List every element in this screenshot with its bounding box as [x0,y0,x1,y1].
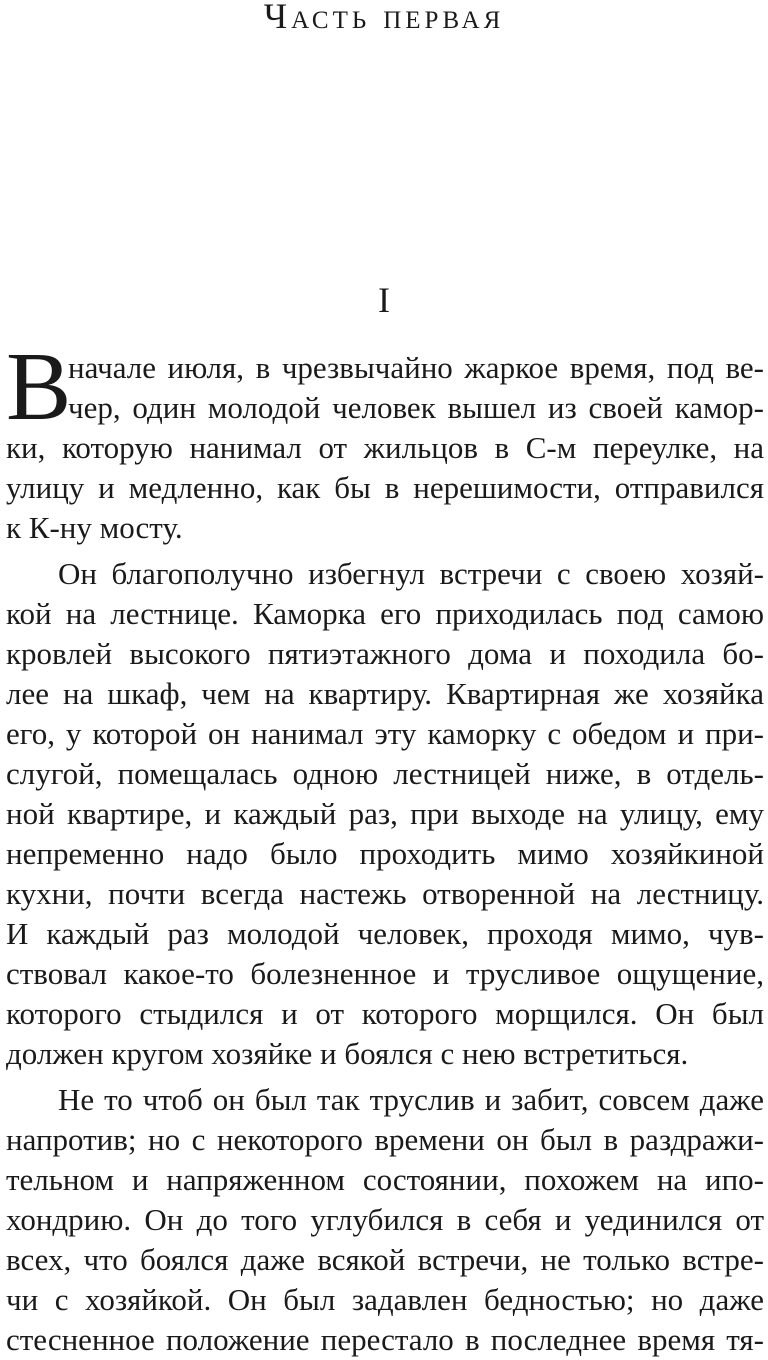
text-line: чи с хозяйкой. Он был задавлен бедностью; но даже [6,1282,764,1317]
text-line: начале июля, в чрезвычайно жаркое время, под ве- [68,350,764,385]
text-line: Не то чтоб он был так труслив и забит, совсем даже [58,1082,764,1117]
text-line: кухни, почти всегда настежь отворенной на лестницу. [6,876,764,911]
text-line: которого стыдился и от которого морщился. Он был [6,996,764,1031]
text-line: ки, которую нанимал от жильцов в С-м переулке, на [6,430,764,465]
text-line: Он благополучно избегнул встречи с своею хозяй- [58,556,764,591]
text-line: его, у которой он нанимал эту каморку с обедом и при- [6,716,764,751]
text-line: чер, один молодой человек вышел из своей камор- [68,390,764,425]
text-line: напротив; но с некоторого времени он был в раздражи- [6,1122,764,1157]
part-title: Часть первая [263,0,505,36]
text-line: кровлей высокого пятиэтажного дома и походила бо- [6,636,764,671]
chapter-number: I [378,280,390,320]
text-line: кой на лестнице. Каморка его приходилась под самою [6,596,764,631]
text-line: улицу и медленно, как бы в нерешимости, отправился [6,470,764,505]
text-line: к К-ну мосту. [6,510,183,545]
text-line: ствовал какое-то болезненное и трусливое ощущение, [6,956,764,991]
text-line: хондрию. Он до того углубился в себя и уединился от [6,1202,764,1237]
text-line: лее на шкаф, чем на квартиру. Квартирная же хозяйка [6,676,764,711]
text-line: ной квартире, и каждый раз, при выходе на улицу, ему [6,796,764,831]
text-line: тельном и напряженном состоянии, похожем на ипо- [6,1162,764,1197]
text-line: всех, что боялся даже всякой встречи, не только встре- [6,1242,764,1277]
drop-cap: В [6,333,72,441]
body-text [6,333,764,1360]
text-line: должен кругом хозяйке и боялся с нею встретиться. [6,1036,689,1071]
paragraph-3 [6,1080,764,1360]
paragraph-2 [6,554,764,1074]
text-line: стесненное положение перестало в последнее время тя- [6,1322,764,1357]
paragraph-1 [6,333,764,548]
text-line: И каждый раз молодой человек, проходя мимо, чув- [6,916,764,951]
text-line: слугой, помещалась одною лестницей ниже, в отдель- [6,756,764,791]
text-line: непременно надо было проходить мимо хозяйкиной [6,836,764,871]
